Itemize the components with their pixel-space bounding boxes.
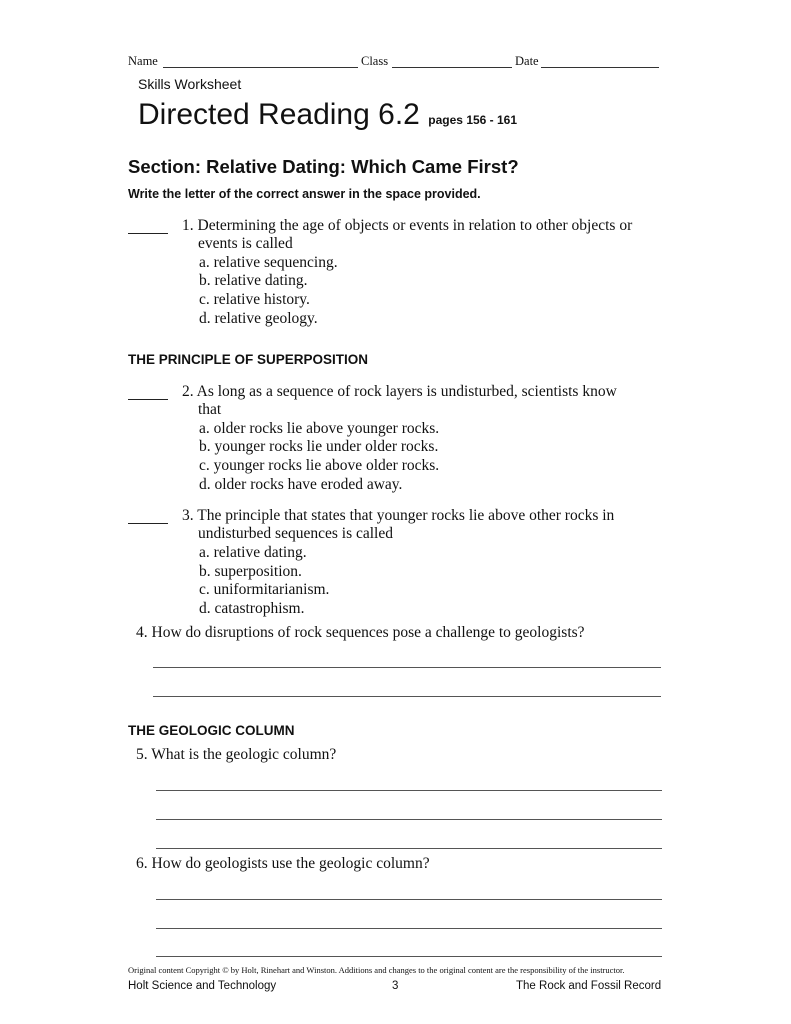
answer-line-q4-2[interactable]	[153, 696, 661, 697]
q2-option-d: d. older rocks have eroded away.	[199, 476, 403, 493]
q4-text: 4. How do disruptions of rock sequences pose a challenge to geologists?	[136, 624, 585, 641]
date-label: Date	[515, 54, 539, 68]
q1-line2: events is called	[198, 235, 293, 252]
q3-option-b: b. superposition.	[199, 563, 302, 580]
answer-line-q6-3[interactable]	[156, 956, 662, 957]
answer-line-q5-1[interactable]	[156, 790, 662, 791]
copyright-notice: Original content Copyright © by Holt, Rinehart and Winston. Additions and changes to the original content are the responsibility of the instructor.	[128, 965, 625, 975]
q6-text: 6. How do geologists use the geologic column?	[136, 855, 430, 872]
q2-line2: that	[198, 401, 222, 418]
heading-geologic-column: THE GEOLOGIC COLUMN	[128, 723, 295, 738]
answer-blank-q3[interactable]	[128, 509, 168, 529]
name-field[interactable]	[163, 55, 358, 73]
class-label: Class	[361, 54, 389, 68]
answer-line-q5-3[interactable]	[156, 848, 662, 849]
q1-option-d: d. relative geology.	[199, 310, 318, 327]
class-field[interactable]	[392, 55, 512, 73]
answer-line-q6-1[interactable]	[156, 899, 662, 900]
q1-option-b: b. relative dating.	[199, 272, 308, 289]
instructions: Write the letter of the correct answer in the space provided.	[128, 187, 481, 201]
worksheet-type: Skills Worksheet	[138, 76, 242, 92]
q1-option-c: c. relative history.	[199, 291, 310, 308]
q5-text: 5. What is the geologic column?	[136, 746, 337, 763]
title-block	[138, 98, 517, 132]
q3-line2: undisturbed sequences is called	[198, 525, 393, 542]
footer-left: Holt Science and Technology	[128, 980, 277, 992]
heading-superposition: THE PRINCIPLE OF SUPERPOSITION	[128, 352, 369, 367]
q3-option-d: d. catastrophism.	[199, 600, 305, 617]
q3-line1: 3. The principle that states that younger rocks lie above other rocks in	[182, 507, 615, 524]
answer-line-q4-1[interactable]	[153, 667, 661, 668]
footer-right: The Rock and Fossil Record	[516, 980, 662, 992]
q2-option-c: c. younger rocks lie above older rocks.	[199, 457, 440, 474]
answer-blank-q1[interactable]	[128, 219, 168, 239]
q1-option-a: a. relative sequencing.	[199, 254, 338, 271]
q2-line1: 2. As long as a sequence of rock layers is undisturbed, scientists know	[182, 383, 617, 400]
answer-line-q6-2[interactable]	[156, 928, 662, 929]
answer-line-q5-2[interactable]	[156, 819, 662, 820]
q3-option-a: a. relative dating.	[199, 544, 307, 561]
section-title: Section: Relative Dating: Which Came First?	[128, 156, 519, 177]
q2-option-b: b. younger rocks lie under older rocks.	[199, 438, 439, 455]
answer-blank-q2[interactable]	[128, 385, 168, 405]
q1-line1: 1. Determining the age of objects or events in relation to other objects or	[182, 217, 633, 234]
page-number: 3	[392, 980, 399, 992]
page-range: pages 156 - 161	[428, 113, 518, 127]
date-field[interactable]	[541, 55, 659, 73]
q2-option-a: a. older rocks lie above younger rocks.	[199, 420, 440, 437]
page-title: Directed Reading 6.2	[138, 98, 420, 131]
q3-option-c: c. uniformitarianism.	[199, 581, 330, 598]
name-label: Name	[128, 54, 158, 68]
